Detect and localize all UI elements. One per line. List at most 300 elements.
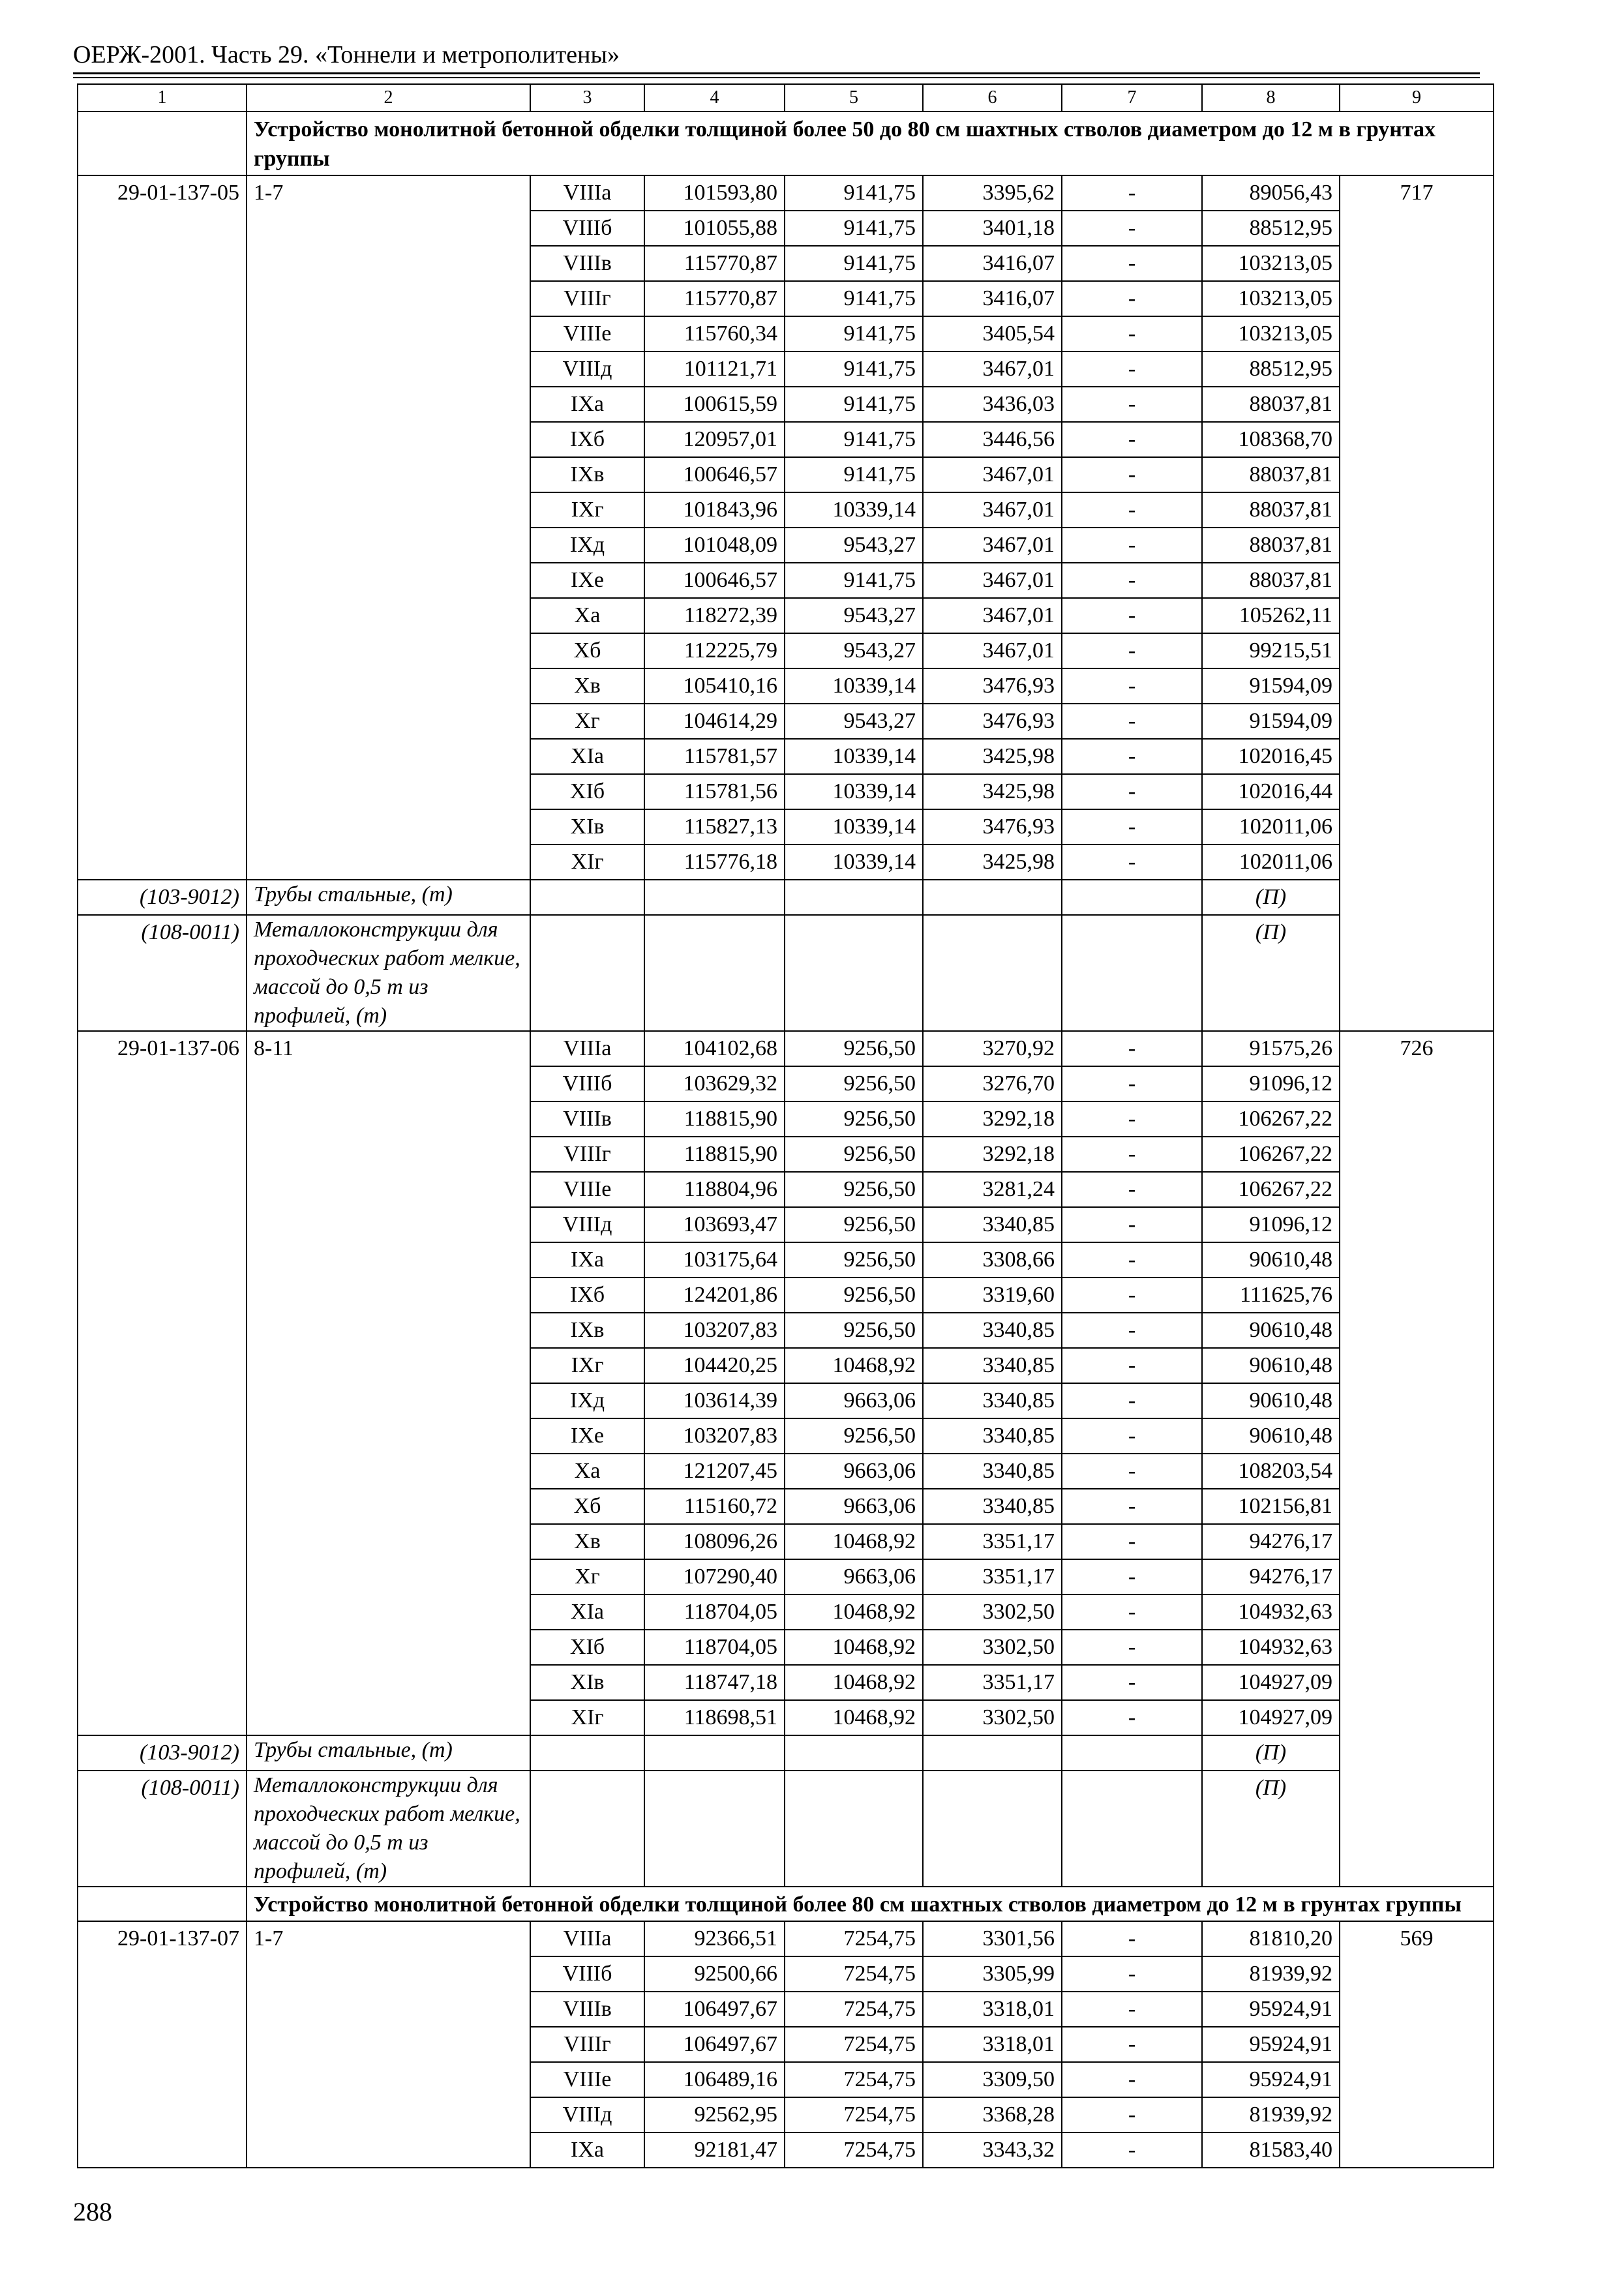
section-blank-cell	[78, 112, 247, 175]
column-number: 2	[247, 84, 530, 112]
table-row	[78, 1921, 1494, 1956]
total-cost: 118698,51	[644, 1700, 785, 1735]
total-cost: 124201,86	[644, 1278, 785, 1313]
materials-cost: 88037,81	[1202, 387, 1340, 422]
materials-cost: 90610,48	[1202, 1383, 1340, 1418]
machine-cost: 3340,85	[923, 1454, 1062, 1489]
section-title: Устройство монолитной бетонной обделки толщиной более 80 см шахтных стволов диаметром до 12 м в грунтах группы	[247, 1887, 1494, 1921]
total-cost: 118272,39	[644, 598, 785, 633]
materials-cost: 94276,17	[1202, 1559, 1340, 1594]
column-number: 3	[530, 84, 644, 112]
soil-category: VIIIб	[530, 211, 644, 246]
wages: 9141,75	[785, 563, 923, 598]
wages: 7254,75	[785, 2132, 923, 2168]
total-cost: 112225,79	[644, 633, 785, 668]
soil-category: XIг	[530, 845, 644, 880]
material-name: Трубы стальные, (т)	[247, 880, 530, 915]
column-number: 1	[78, 84, 247, 112]
empty-cell	[923, 1735, 1062, 1771]
soil-category: XIг	[530, 1700, 644, 1735]
machine-cost: 3476,93	[923, 668, 1062, 704]
col7-dash: -	[1062, 2062, 1202, 2097]
total-cost: 92181,47	[644, 2132, 785, 2168]
materials-cost: 88512,95	[1202, 352, 1340, 387]
empty-cell	[644, 1771, 785, 1887]
table-row	[78, 1031, 1494, 1066]
col7-dash: -	[1062, 1665, 1202, 1700]
materials-cost: 102011,06	[1202, 845, 1340, 880]
col7-dash: -	[1062, 1594, 1202, 1630]
col7-dash: -	[1062, 1313, 1202, 1348]
material-unit: (П)	[1202, 1771, 1340, 1887]
item-code-cell	[78, 1921, 247, 2168]
total-cost: 115160,72	[644, 1489, 785, 1524]
col7-dash: -	[1062, 1066, 1202, 1101]
item-code-cell	[78, 1031, 247, 1735]
wages: 7254,75	[785, 2027, 923, 2062]
materials-cost: 94276,17	[1202, 1524, 1340, 1559]
machine-cost: 3305,99	[923, 1956, 1062, 1992]
machine-cost: 3467,01	[923, 492, 1062, 528]
total-cost: 92500,66	[644, 1956, 785, 1992]
col7-dash: -	[1062, 1921, 1202, 1956]
soil-category: IXб	[530, 1278, 644, 1313]
materials-cost: 102016,45	[1202, 739, 1340, 774]
machine-cost: 3351,17	[923, 1665, 1062, 1700]
material-row	[78, 1771, 1494, 1887]
total-cost: 100646,57	[644, 563, 785, 598]
soil-category: VIIIа	[530, 1031, 644, 1066]
wages: 9141,75	[785, 175, 923, 211]
wages: 9543,27	[785, 528, 923, 563]
total-cost: 101593,80	[644, 175, 785, 211]
col7-dash: -	[1062, 1630, 1202, 1665]
wages: 10468,92	[785, 1348, 923, 1383]
section-header-row	[78, 1887, 1494, 1921]
group-range: 1-7	[254, 181, 284, 205]
materials-cost: 91096,12	[1202, 1207, 1340, 1242]
machine-cost: 3446,56	[923, 422, 1062, 457]
wages: 7254,75	[785, 1956, 923, 1992]
soil-category: Xг	[530, 704, 644, 739]
total-cost: 103614,39	[644, 1383, 785, 1418]
col7-dash: -	[1062, 1489, 1202, 1524]
soil-category: VIIIг	[530, 281, 644, 316]
col7-dash: -	[1062, 1031, 1202, 1066]
soil-category: IXд	[530, 1383, 644, 1418]
machine-cost: 3416,07	[923, 246, 1062, 281]
materials-cost: 81939,92	[1202, 2097, 1340, 2132]
total-cost: 104102,68	[644, 1031, 785, 1066]
materials-cost: 88037,81	[1202, 457, 1340, 492]
soil-category: IXа	[530, 2132, 644, 2168]
machine-cost: 3340,85	[923, 1207, 1062, 1242]
material-code: (108-0011)	[78, 1771, 247, 1887]
machine-cost: 3340,85	[923, 1418, 1062, 1454]
materials-cost: 91594,09	[1202, 704, 1340, 739]
materials-cost: 102156,81	[1202, 1489, 1340, 1524]
soil-category: IXе	[530, 1418, 644, 1454]
materials-cost: 111625,76	[1202, 1278, 1340, 1313]
wages: 9256,50	[785, 1101, 923, 1137]
machine-cost: 3467,01	[923, 633, 1062, 668]
soil-category: XIв	[530, 1665, 644, 1700]
machine-cost: 3340,85	[923, 1348, 1062, 1383]
empty-cell	[785, 1735, 923, 1771]
material-code: (103-9012)	[78, 880, 247, 915]
machine-cost: 3401,18	[923, 211, 1062, 246]
machine-cost: 3308,66	[923, 1242, 1062, 1278]
machine-cost: 3319,60	[923, 1278, 1062, 1313]
materials-cost: 88512,95	[1202, 211, 1340, 246]
wages: 7254,75	[785, 1992, 923, 2027]
header-rule	[73, 72, 1480, 74]
wages: 9256,50	[785, 1172, 923, 1207]
materials-cost: 108203,54	[1202, 1454, 1340, 1489]
group-range: 1-7	[254, 1926, 284, 1951]
group-range-cell	[247, 1031, 530, 1735]
item-code: 29-01-137-06	[117, 1036, 239, 1060]
item-code: 29-01-137-07	[117, 1926, 239, 1951]
column-number: 9	[1340, 84, 1494, 112]
materials-cost: 90610,48	[1202, 1418, 1340, 1454]
total-cost: 121207,45	[644, 1454, 785, 1489]
total-cost: 118747,18	[644, 1665, 785, 1700]
total-cost: 118815,90	[644, 1137, 785, 1172]
soil-category: Xв	[530, 668, 644, 704]
materials-cost: 91096,12	[1202, 1066, 1340, 1101]
material-row	[78, 1735, 1494, 1771]
material-name: Трубы стальные, (т)	[247, 1735, 530, 1771]
materials-cost: 105262,11	[1202, 598, 1340, 633]
total-cost: 92366,51	[644, 1921, 785, 1956]
materials-cost: 91594,09	[1202, 668, 1340, 704]
section-blank-cell	[78, 1887, 247, 1921]
wages: 10339,14	[785, 668, 923, 704]
col7-dash: -	[1062, 704, 1202, 739]
machine-cost: 3270,92	[923, 1031, 1062, 1066]
wages: 9256,50	[785, 1418, 923, 1454]
soil-category: IXв	[530, 1313, 644, 1348]
materials-cost: 104927,09	[1202, 1665, 1340, 1700]
machine-cost: 3368,28	[923, 2097, 1062, 2132]
empty-cell	[1062, 1735, 1202, 1771]
col7-dash: -	[1062, 1242, 1202, 1278]
total-cost: 115760,34	[644, 316, 785, 352]
soil-category: Xа	[530, 598, 644, 633]
wages: 9141,75	[785, 457, 923, 492]
soil-category: Xб	[530, 633, 644, 668]
item-code: 29-01-137-05	[117, 181, 239, 205]
wages: 9141,75	[785, 281, 923, 316]
materials-cost: 90610,48	[1202, 1242, 1340, 1278]
materials-cost: 95924,91	[1202, 2027, 1340, 2062]
col7-dash: -	[1062, 316, 1202, 352]
machine-cost: 3281,24	[923, 1172, 1062, 1207]
machine-cost: 3467,01	[923, 563, 1062, 598]
table-row	[78, 175, 1494, 211]
total-cost: 100615,59	[644, 387, 785, 422]
total-cost: 115776,18	[644, 845, 785, 880]
column-numbers-row	[78, 84, 1494, 112]
machine-cost: 3436,03	[923, 387, 1062, 422]
materials-cost: 88037,81	[1202, 563, 1340, 598]
col7-dash: -	[1062, 598, 1202, 633]
machine-cost: 3416,07	[923, 281, 1062, 316]
machine-cost: 3302,50	[923, 1594, 1062, 1630]
soil-category: VIIIе	[530, 2062, 644, 2097]
col7-dash: -	[1062, 809, 1202, 845]
materials-cost: 106267,22	[1202, 1172, 1340, 1207]
section-title: Устройство монолитной бетонной обделки толщиной более 50 до 80 см шахтных стволов диаметром до 12 м в грунтах группы	[247, 112, 1494, 175]
col7-dash: -	[1062, 1454, 1202, 1489]
soil-category: IXг	[530, 1348, 644, 1383]
machine-cost: 3292,18	[923, 1137, 1062, 1172]
wages: 9663,06	[785, 1454, 923, 1489]
col9-value: 717	[1340, 175, 1494, 1031]
soil-category: IXв	[530, 457, 644, 492]
col7-dash: -	[1062, 668, 1202, 704]
col7-dash: -	[1062, 211, 1202, 246]
soil-category: IXб	[530, 422, 644, 457]
soil-category: VIIIд	[530, 1207, 644, 1242]
machine-cost: 3351,17	[923, 1559, 1062, 1594]
page-header-title: ОЕРЖ-2001. Часть 29. «Тоннели и метрополитены»	[73, 41, 620, 68]
material-code: (103-9012)	[78, 1735, 247, 1771]
wages: 10468,92	[785, 1700, 923, 1735]
wages: 9141,75	[785, 387, 923, 422]
material-row	[78, 880, 1494, 915]
col7-dash: -	[1062, 1700, 1202, 1735]
col7-dash: -	[1062, 281, 1202, 316]
col7-dash: -	[1062, 1992, 1202, 2027]
materials-cost: 106267,22	[1202, 1137, 1340, 1172]
col7-dash: -	[1062, 1559, 1202, 1594]
col7-dash: -	[1062, 845, 1202, 880]
total-cost: 103207,83	[644, 1313, 785, 1348]
empty-cell	[644, 1735, 785, 1771]
column-number: 4	[644, 84, 785, 112]
machine-cost: 3467,01	[923, 457, 1062, 492]
wages: 9543,27	[785, 598, 923, 633]
total-cost: 115781,56	[644, 774, 785, 809]
total-cost: 103629,32	[644, 1066, 785, 1101]
col7-dash: -	[1062, 1956, 1202, 1992]
empty-cell	[530, 880, 644, 915]
column-number: 5	[785, 84, 923, 112]
col7-dash: -	[1062, 1101, 1202, 1137]
column-number: 6	[923, 84, 1062, 112]
total-cost: 104420,25	[644, 1348, 785, 1383]
wages: 10468,92	[785, 1630, 923, 1665]
wages: 9256,50	[785, 1066, 923, 1101]
empty-cell	[644, 915, 785, 1031]
total-cost: 103207,83	[644, 1418, 785, 1454]
materials-cost: 81939,92	[1202, 1956, 1340, 1992]
wages: 9256,50	[785, 1313, 923, 1348]
total-cost: 101121,71	[644, 352, 785, 387]
soil-category: VIIIе	[530, 1172, 644, 1207]
empty-cell	[923, 915, 1062, 1031]
materials-cost: 103213,05	[1202, 246, 1340, 281]
soil-category: Xг	[530, 1559, 644, 1594]
materials-cost: 102011,06	[1202, 809, 1340, 845]
wages: 10468,92	[785, 1665, 923, 1700]
soil-category: IXд	[530, 528, 644, 563]
materials-cost: 108368,70	[1202, 422, 1340, 457]
machine-cost: 3343,32	[923, 2132, 1062, 2168]
machine-cost: 3340,85	[923, 1383, 1062, 1418]
machine-cost: 3467,01	[923, 528, 1062, 563]
total-cost: 101048,09	[644, 528, 785, 563]
total-cost: 105410,16	[644, 668, 785, 704]
wages: 10339,14	[785, 809, 923, 845]
machine-cost: 3351,17	[923, 1524, 1062, 1559]
total-cost: 118704,05	[644, 1630, 785, 1665]
wages: 9256,50	[785, 1137, 923, 1172]
total-cost: 106497,67	[644, 1992, 785, 2027]
col7-dash: -	[1062, 2132, 1202, 2168]
total-cost: 103693,47	[644, 1207, 785, 1242]
total-cost: 103175,64	[644, 1242, 785, 1278]
wages: 9141,75	[785, 352, 923, 387]
wages: 10468,92	[785, 1594, 923, 1630]
materials-cost: 102016,44	[1202, 774, 1340, 809]
col7-dash: -	[1062, 457, 1202, 492]
machine-cost: 3395,62	[923, 175, 1062, 211]
soil-category: VIIIд	[530, 2097, 644, 2132]
wages: 10339,14	[785, 492, 923, 528]
total-cost: 115827,13	[644, 809, 785, 845]
empty-cell	[530, 1771, 644, 1887]
wages: 10468,92	[785, 1524, 923, 1559]
machine-cost: 3301,56	[923, 1921, 1062, 1956]
soil-category: XIб	[530, 1630, 644, 1665]
group-range-cell	[247, 175, 530, 880]
total-cost: 101055,88	[644, 211, 785, 246]
empty-cell	[923, 880, 1062, 915]
col7-dash: -	[1062, 387, 1202, 422]
total-cost: 115770,87	[644, 281, 785, 316]
total-cost: 92562,95	[644, 2097, 785, 2132]
empty-cell	[644, 880, 785, 915]
soil-category: VIIIа	[530, 175, 644, 211]
col7-dash: -	[1062, 1348, 1202, 1383]
col7-dash: -	[1062, 1172, 1202, 1207]
soil-category: IXг	[530, 492, 644, 528]
material-code: (108-0011)	[78, 915, 247, 1031]
total-cost: 118815,90	[644, 1101, 785, 1137]
materials-cost: 81583,40	[1202, 2132, 1340, 2168]
wages: 9543,27	[785, 704, 923, 739]
materials-cost: 95924,91	[1202, 2062, 1340, 2097]
empty-cell	[785, 915, 923, 1031]
machine-cost: 3340,85	[923, 1313, 1062, 1348]
wages: 9663,06	[785, 1559, 923, 1594]
col7-dash: -	[1062, 1137, 1202, 1172]
soil-category: VIIIг	[530, 1137, 644, 1172]
col7-dash: -	[1062, 563, 1202, 598]
soil-category: VIIIе	[530, 316, 644, 352]
column-number: 8	[1202, 84, 1340, 112]
machine-cost: 3476,93	[923, 809, 1062, 845]
machine-cost: 3405,54	[923, 316, 1062, 352]
col7-dash: -	[1062, 633, 1202, 668]
col7-dash: -	[1062, 1207, 1202, 1242]
materials-cost: 90610,48	[1202, 1348, 1340, 1383]
soil-category: VIIIг	[530, 2027, 644, 2062]
wages: 7254,75	[785, 2062, 923, 2097]
soil-category: XIв	[530, 809, 644, 845]
wages: 7254,75	[785, 2097, 923, 2132]
machine-cost: 3467,01	[923, 598, 1062, 633]
wages: 9141,75	[785, 211, 923, 246]
material-unit: (П)	[1202, 880, 1340, 915]
total-cost: 118704,05	[644, 1594, 785, 1630]
total-cost: 115781,57	[644, 739, 785, 774]
soil-category: IXе	[530, 563, 644, 598]
materials-cost: 106267,22	[1202, 1101, 1340, 1137]
total-cost: 101843,96	[644, 492, 785, 528]
col7-dash: -	[1062, 492, 1202, 528]
wages: 9141,75	[785, 422, 923, 457]
machine-cost: 3292,18	[923, 1101, 1062, 1137]
wages: 7254,75	[785, 1921, 923, 1956]
empty-cell	[785, 880, 923, 915]
soil-category: XIа	[530, 1594, 644, 1630]
wages: 9256,50	[785, 1278, 923, 1313]
machine-cost: 3309,50	[923, 2062, 1062, 2097]
soil-category: VIIIв	[530, 1992, 644, 2027]
wages: 9663,06	[785, 1489, 923, 1524]
materials-cost: 88037,81	[1202, 528, 1340, 563]
soil-category: Xб	[530, 1489, 644, 1524]
col7-dash: -	[1062, 1278, 1202, 1313]
machine-cost: 3318,01	[923, 1992, 1062, 2027]
total-cost: 106497,67	[644, 2027, 785, 2062]
total-cost: 120957,01	[644, 422, 785, 457]
machine-cost: 3425,98	[923, 739, 1062, 774]
column-number: 7	[1062, 84, 1202, 112]
col7-dash: -	[1062, 246, 1202, 281]
material-name: Металлоконструкции для проходческих работ мелкие, массой до 0,5 т из профилей, (т)	[247, 915, 530, 1031]
materials-cost: 103213,05	[1202, 316, 1340, 352]
materials-cost: 90610,48	[1202, 1313, 1340, 1348]
wages: 9663,06	[785, 1383, 923, 1418]
wages: 10339,14	[785, 845, 923, 880]
soil-category: VIIIв	[530, 246, 644, 281]
machine-cost: 3340,85	[923, 1489, 1062, 1524]
col7-dash: -	[1062, 774, 1202, 809]
col9-value: 569	[1340, 1921, 1494, 2168]
soil-category: Xв	[530, 1524, 644, 1559]
materials-cost: 104932,63	[1202, 1594, 1340, 1630]
materials-cost: 103213,05	[1202, 281, 1340, 316]
materials-cost: 91575,26	[1202, 1031, 1340, 1066]
machine-cost: 3318,01	[923, 2027, 1062, 2062]
group-range: 8-11	[254, 1036, 294, 1060]
empty-cell	[530, 915, 644, 1031]
empty-cell	[785, 1771, 923, 1887]
soil-category: VIIIб	[530, 1956, 644, 1992]
material-row	[78, 915, 1494, 1031]
empty-cell	[923, 1771, 1062, 1887]
material-unit: (П)	[1202, 915, 1340, 1031]
col7-dash: -	[1062, 739, 1202, 774]
wages: 10339,14	[785, 739, 923, 774]
soil-category: VIIIд	[530, 352, 644, 387]
materials-cost: 99215,51	[1202, 633, 1340, 668]
